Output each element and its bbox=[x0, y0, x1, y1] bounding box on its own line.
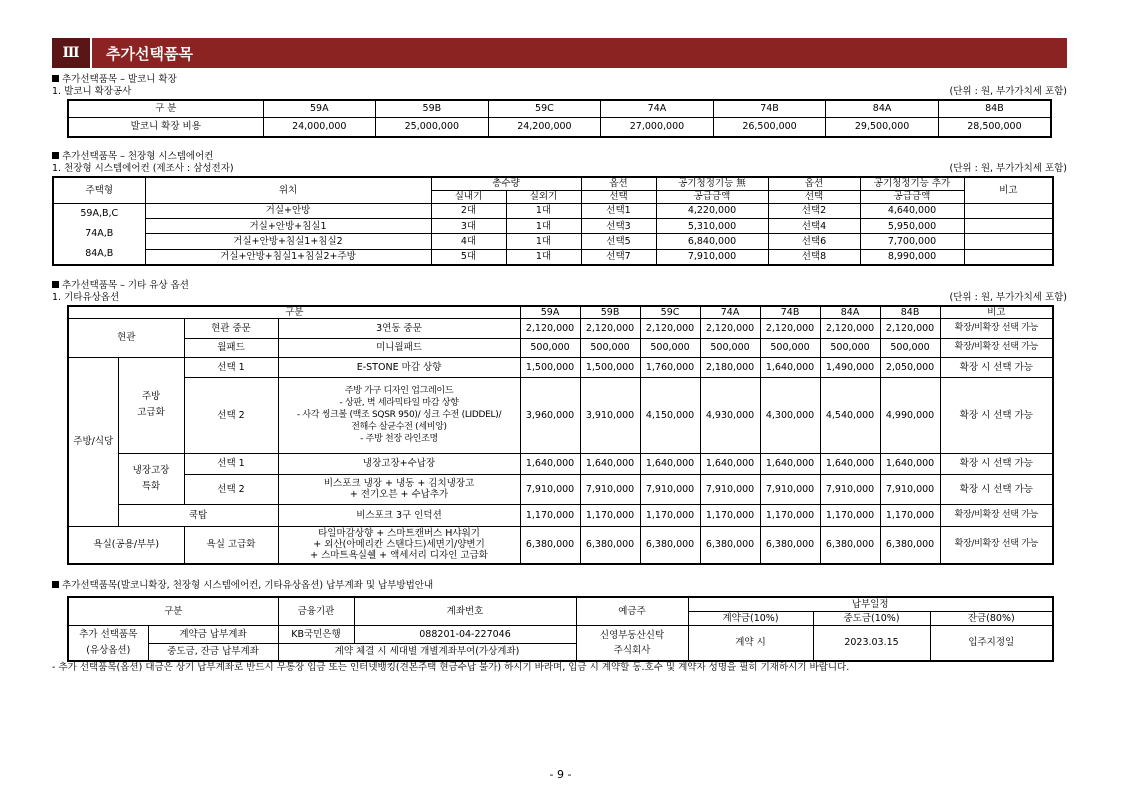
table-row: 냉장고장 특화 선택 1 냉장고장+수납장 1,640,000 1,640,000 1,640,000 1,640,000 1,640,000 1,640,000 1,640,000 확장 시 선택 가능 bbox=[68, 453, 1053, 474]
aircon-unit: (단위 : 원, 부가가치세 포함) bbox=[949, 163, 1067, 174]
balcony-heading: 추가선택품목 – 발코니 확장 bbox=[52, 74, 1067, 86]
square-bullet-icon bbox=[52, 581, 59, 588]
square-bullet-icon bbox=[52, 152, 59, 159]
aircon-heading: 추가선택품목 – 천장형 시스템에어컨 bbox=[52, 151, 1067, 163]
table-row: 중도금, 잔금 납부계좌 계약 체결 시 세대별 개별계좌부여(가상계좌) bbox=[68, 643, 1053, 661]
table-row: 선택 2 주방 가구 디자인 업그레이드 - 상판, 벽 세라믹타일 마감 상향 - 사각 씽크볼 (백조 SQSR 950)/ 싱크 수전 (LIDDEL)/ 전해수 살균수전 (세비앙) - 주방 천장 라인조명 3,960,000 3,910,000 4,150,000 4,930,000 4,300,000 4,540,000 4,990,000 확장 시 선택 가능 bbox=[68, 377, 1053, 453]
payment-note: - 추가 선택품목(옵션) 대금은 상기 납부계좌로 반드시 무통장 입금 또는 인터넷뱅킹(견본주택 현금수납 불가) 하시기 바라며, 입금 시 계약할 동.호수 및 계약자 성명을 필히 기재하시기 바랍니다. bbox=[52, 662, 850, 673]
aircon-subheading: 1. 천장형 시스템에어컨 (제조사 : 삼성전자) (단위 : 원, 부가가치세 포함) bbox=[52, 163, 1067, 174]
table-row: 발코니 확장 비용 24,000,000 25,000,000 24,200,000 27,000,000 26,500,000 29,500,000 28,500,000 bbox=[68, 117, 1051, 137]
section-header bbox=[52, 38, 1067, 68]
table-row: 거실+안방+침실1+침실2 4대 1대 선택5 6,840,000 선택6 7,700,000 bbox=[53, 234, 1053, 249]
table-row: 주방/식당 주방 고급화 선택 1 E-STONE 마감 상향 1,500,000 1,500,000 1,760,000 2,180,000 1,640,000 1,490,000 2,050,000 확장 시 선택 가능 bbox=[68, 357, 1053, 377]
etc-unit: (단위 : 원, 부가가치세 포함) bbox=[949, 291, 1067, 303]
table-row: 현관 현관 중문 3연동 중문 2,120,000 2,120,000 2,120,000 2,120,000 2,120,000 2,120,000 2,120,000 확장/비확장 선택 가능 bbox=[68, 318, 1053, 338]
etc-options-table bbox=[67, 305, 1054, 566]
payment-heading: 추가선택품목(발코니확장, 천장형 시스템에어컨, 기타유상옵션) 납부계좌 및 납부방법안내 bbox=[52, 580, 1067, 592]
table-row: 59A,B,C 74A,B 84A,B 거실+안방 2대 1대 선택1 4,220,000 선택2 4,640,000 bbox=[53, 203, 1053, 218]
etc-heading: 추가선택품목 – 기타 유상 옵션 bbox=[52, 280, 1067, 292]
table-header-row: 주택형 위치 총수량 옵션 공기청정기능 無 옵션 공기청정기능 추가 비고 bbox=[53, 177, 1053, 190]
table-header-row: 구분 금융기관 계좌번호 예금주 납부일정 bbox=[68, 597, 1053, 611]
table-row: 월패드 미니월패드 500,000 500,000 500,000 500,000 500,000 500,000 500,000 확장/비확장 선택 가능 bbox=[68, 338, 1053, 357]
payment-table bbox=[67, 596, 1054, 662]
balcony-unit: (단위 : 원, 부가가치세 포함) bbox=[949, 86, 1067, 97]
aircon-table bbox=[52, 176, 1054, 266]
square-bullet-icon bbox=[52, 281, 59, 288]
table-header-row: 구 분 59A 59B 59C 74A 74B 84A 84B bbox=[68, 100, 1051, 117]
table-header-row: 실내기 실외기 선택 공급금액 선택 공급금액 bbox=[53, 190, 1053, 203]
table-row: 거실+안방+침실1+침실2+주방 5대 1대 선택7 7,910,000 선택8 8,990,000 bbox=[53, 249, 1053, 264]
balcony-table bbox=[67, 99, 1052, 138]
table-row: 욕실(공용/부부) 욕실 고급화 타일마감상향 + 스마트캔버스 H샤워기 + 외산(아메리칸 스탠다드)세면기/양변기 + 스마트욕실쉘 + 액세서리 디자인 고급화 6,380,000 6,380,000 6,380,000 6,380,000 6,380,000 6,380,000 6,380,000 확장/비확장 선택 가능 bbox=[68, 526, 1053, 564]
square-bullet-icon bbox=[52, 75, 59, 82]
page-number: - 9 - bbox=[549, 768, 572, 781]
etc-subheading: 1. 기타유상옵션 (단위 : 원, 부가가치세 포함) bbox=[52, 291, 1067, 303]
house-types-cell: 59A,B,C 74A,B 84A,B bbox=[53, 203, 145, 265]
table-row: 선택 2 비스포크 냉장 + 냉동 + 김치냉장고 + 전기오븐 + 수납추가 7,910,000 7,910,000 7,910,000 7,910,000 7,910,000 7,910,000 7,910,000 확장 시 선택 가능 bbox=[68, 474, 1053, 504]
table-row: 거실+안방+침실1 3대 1대 선택3 5,310,000 선택4 5,950,000 bbox=[53, 218, 1053, 233]
table-header-row: 구분 59A 59B 59C 74A 74B 84A 84B 비고 bbox=[68, 306, 1053, 319]
table-row: 쿡탑 비스포크 3구 인덕션 1,170,000 1,170,000 1,170,000 1,170,000 1,170,000 1,170,000 1,170,000 확장/비확장 선택 가능 bbox=[68, 504, 1053, 526]
table-row: 추가 선택품목 (유상옵션) 계약금 납부계좌 KB국민은행 088201-04-227046 신영부동산신탁 주식회사 계약 시 2023.03.15 입주지정일 bbox=[68, 625, 1053, 643]
section-number: Ⅲ bbox=[52, 38, 92, 68]
table-header-row: 계약금(10%) 중도금(10%) 잔금(80%) bbox=[68, 611, 1053, 625]
section-title: 추가선택품목 bbox=[106, 44, 193, 63]
page bbox=[52, 38, 1067, 674]
balcony-subheading: 1. 발코니 확장공사 (단위 : 원, 부가가치세 포함) bbox=[52, 86, 1067, 97]
